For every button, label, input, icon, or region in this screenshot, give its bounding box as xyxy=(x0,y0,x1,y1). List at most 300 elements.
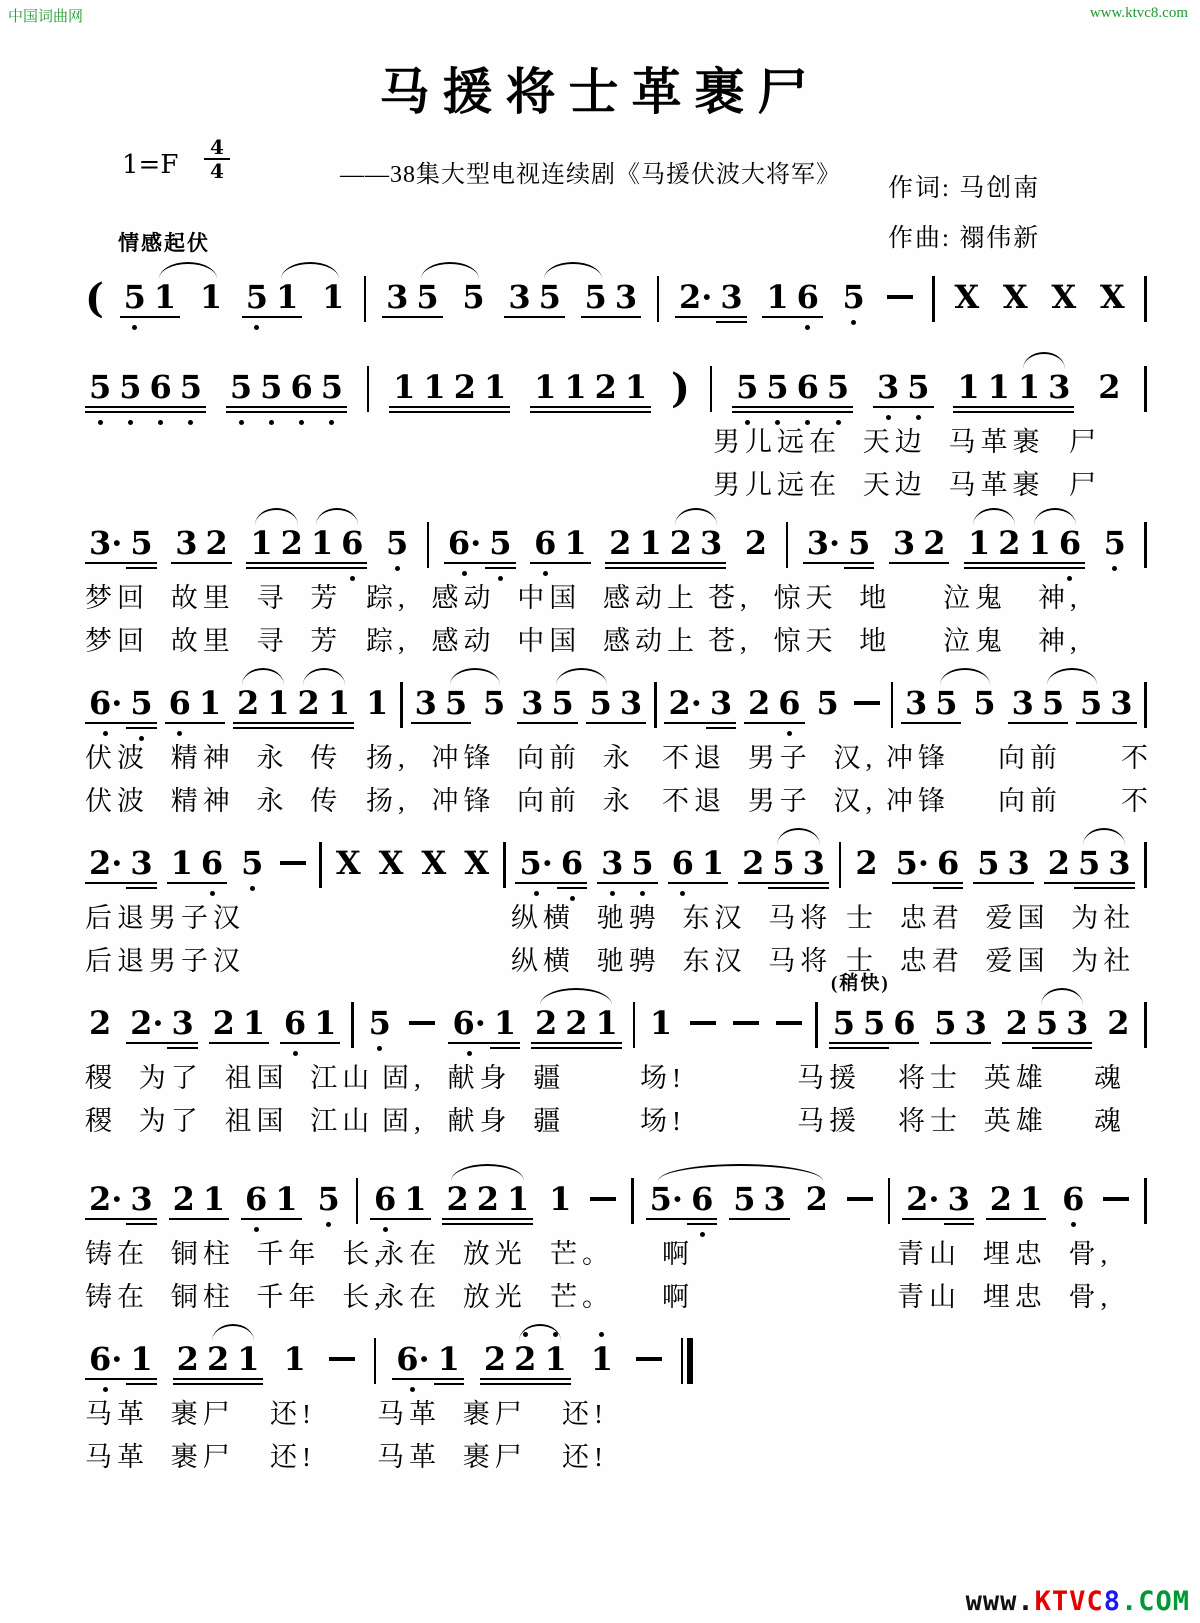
beam-line xyxy=(919,562,949,565)
beam-line xyxy=(389,406,419,409)
beam-line xyxy=(1044,411,1074,414)
duration-dash xyxy=(280,861,306,865)
duration-dash xyxy=(776,1021,802,1025)
note-group xyxy=(587,1340,617,1378)
note: 3· xyxy=(85,524,126,562)
beam-line xyxy=(85,562,126,565)
note: 1 xyxy=(233,1340,263,1378)
barline xyxy=(427,522,430,568)
note: 3 xyxy=(167,1004,197,1042)
lyrics-row xyxy=(85,463,1147,503)
beam-line xyxy=(793,406,823,409)
note-group xyxy=(85,844,157,882)
note: 1 xyxy=(1025,524,1055,562)
note-group xyxy=(318,278,348,316)
beam-line xyxy=(621,411,651,414)
lyric-segment: 梦回 故里 寻 芳 xyxy=(85,583,343,613)
note: 3 xyxy=(382,278,412,316)
note: 1 xyxy=(126,1340,156,1378)
note-group xyxy=(687,1004,719,1025)
note-group xyxy=(710,368,713,412)
lyric-segment: 男儿远在 天边 马革裹 xyxy=(713,470,1045,500)
lyric-segment: 伏波 精神 永 传 xyxy=(85,786,343,816)
beam-line xyxy=(591,1042,621,1045)
beam-line xyxy=(246,562,276,565)
beam-line xyxy=(146,411,176,414)
note: 5 xyxy=(973,844,1003,882)
beam-line xyxy=(226,406,256,409)
note: 1 xyxy=(195,684,225,722)
note: 1 xyxy=(964,524,994,562)
note: 5 xyxy=(930,1004,960,1042)
beam-line xyxy=(173,1378,203,1381)
beam-line xyxy=(1055,567,1085,570)
note: 2 xyxy=(531,1004,561,1042)
beam-line xyxy=(1032,1042,1062,1045)
beam-line xyxy=(1055,562,1085,565)
note: 1 xyxy=(762,278,792,316)
note-group xyxy=(1076,684,1137,722)
beam-line xyxy=(389,411,419,414)
note-group xyxy=(844,1180,876,1201)
barline xyxy=(710,366,713,412)
beam-line xyxy=(1074,887,1104,890)
beam-line xyxy=(561,1047,591,1050)
beam-line xyxy=(241,1218,271,1221)
beam-line xyxy=(581,316,611,319)
beam-line xyxy=(616,722,646,725)
score-line xyxy=(85,1340,1147,1496)
note: 3 xyxy=(616,684,646,722)
beam-line xyxy=(85,406,115,409)
beam-line xyxy=(560,406,590,409)
lyric-segment: 踪, 感动 中国 感动上 xyxy=(366,583,699,613)
beam-line xyxy=(1038,722,1068,725)
beam-line xyxy=(199,1218,229,1221)
note-group xyxy=(382,278,443,316)
note: 3 xyxy=(944,1180,974,1218)
note: 2 xyxy=(202,524,232,562)
note: 5 xyxy=(462,278,485,316)
note-group xyxy=(741,524,771,562)
lyric-segment: 固, 献身 疆 xyxy=(382,1063,566,1093)
note-group xyxy=(480,1340,571,1378)
beam-line xyxy=(873,406,903,409)
beam-line xyxy=(324,727,354,730)
beam-line xyxy=(246,567,276,570)
beam-line xyxy=(1025,562,1055,565)
beam-line xyxy=(964,562,994,565)
beam-line xyxy=(561,1042,591,1045)
octave-dot-low xyxy=(250,886,255,891)
note: 5 xyxy=(768,844,798,882)
beam-line xyxy=(829,1042,859,1045)
note: 6· xyxy=(448,1004,489,1042)
note-group xyxy=(85,275,104,322)
lyric-segment: 泣鬼 xyxy=(943,583,1007,613)
beam-line xyxy=(829,1047,859,1050)
barline xyxy=(1144,276,1147,322)
note-group xyxy=(279,1340,309,1378)
beam-line xyxy=(902,1218,943,1221)
note-group xyxy=(531,1004,622,1042)
beam-line xyxy=(774,722,804,725)
note: 5 xyxy=(816,684,839,722)
beam-line xyxy=(944,1223,974,1226)
beam-line xyxy=(126,1218,156,1221)
note: 3 xyxy=(597,844,627,882)
beam-line xyxy=(531,1042,561,1045)
note: 5 xyxy=(242,278,272,316)
barline xyxy=(364,276,367,322)
note: 5 xyxy=(115,368,145,406)
beam-line xyxy=(597,882,627,885)
note-group xyxy=(1094,368,1124,406)
note: 3 xyxy=(799,844,829,882)
beam-line xyxy=(961,1042,991,1045)
beam-line xyxy=(150,316,180,319)
score-line xyxy=(85,973,1147,1160)
beam-line xyxy=(732,411,762,414)
note: 2 xyxy=(919,524,949,562)
note-group xyxy=(631,1180,634,1224)
duration-dash xyxy=(690,1021,716,1025)
beam-line xyxy=(799,882,829,885)
lyric-segment: 不 xyxy=(1121,786,1153,816)
note: 1 xyxy=(419,368,449,406)
beam-line xyxy=(473,1218,503,1221)
note-group xyxy=(458,278,488,316)
note: 3 xyxy=(611,278,641,316)
note: 1 xyxy=(389,368,419,406)
note-group xyxy=(85,684,157,722)
note: 2 xyxy=(986,1180,1016,1218)
note-group xyxy=(1144,1004,1147,1048)
beam-line xyxy=(85,411,115,414)
beam-line xyxy=(442,1218,472,1221)
note-group xyxy=(209,1004,270,1042)
note: 2· xyxy=(85,1180,126,1218)
score-line xyxy=(85,365,1147,524)
beam-line xyxy=(732,406,762,409)
lyric-segment: 不退 男子 汉, xyxy=(662,786,878,816)
note-group xyxy=(670,365,690,412)
beam-line xyxy=(480,406,510,409)
note-group xyxy=(1144,524,1147,568)
note: 2 xyxy=(591,368,621,406)
beam-line xyxy=(901,722,931,725)
note-group xyxy=(362,684,392,722)
note: 1 xyxy=(591,1004,621,1042)
notes-row xyxy=(85,973,1147,1048)
time-signature xyxy=(204,136,230,182)
beam-line xyxy=(337,567,367,570)
beam-line xyxy=(540,1383,570,1386)
note-group xyxy=(1008,684,1069,722)
lyric-segment: 青山 埋忠 骨, xyxy=(897,1282,1113,1312)
note-group xyxy=(400,684,403,728)
note-group xyxy=(891,684,894,728)
song-title: 马援将士革裹尸 xyxy=(379,64,821,120)
barline xyxy=(1144,1002,1147,1048)
note-group xyxy=(85,1340,157,1378)
beam-line xyxy=(370,1218,400,1221)
beam-line xyxy=(126,887,156,890)
note: 6 xyxy=(933,844,963,882)
note-group xyxy=(313,1180,343,1218)
note: 1 xyxy=(649,1004,673,1042)
beam-line xyxy=(698,882,728,885)
note-group xyxy=(1100,1180,1132,1201)
note-group xyxy=(892,844,964,882)
beam-line xyxy=(931,722,961,725)
beam-line xyxy=(744,722,774,725)
time-signature-bottom: 4 xyxy=(210,159,224,183)
note: 2 xyxy=(209,1004,239,1042)
note: 1 xyxy=(150,278,180,316)
beam-line xyxy=(1003,882,1033,885)
beam-line xyxy=(635,567,665,570)
barline xyxy=(1144,1178,1147,1224)
note: 1 xyxy=(698,844,728,882)
lyric-segment: 尸 xyxy=(1069,427,1101,457)
note-group xyxy=(812,684,842,722)
octave-dot-high xyxy=(599,1332,604,1337)
note: 5 xyxy=(382,524,412,562)
note: 6 xyxy=(241,1180,271,1218)
beam-line xyxy=(984,406,1014,409)
note: 6 xyxy=(165,684,195,722)
note: 5 xyxy=(903,368,933,406)
beam-line xyxy=(120,316,150,319)
note: 1 xyxy=(271,1180,301,1218)
notes-row xyxy=(85,684,1147,728)
note: 5 xyxy=(844,524,874,562)
beam-line xyxy=(324,722,354,725)
note-group xyxy=(460,844,493,882)
note: 5 xyxy=(729,1180,759,1218)
barline xyxy=(367,366,370,412)
note: 1 xyxy=(530,368,560,406)
note: 5 xyxy=(586,684,616,722)
beam-line xyxy=(480,1378,510,1381)
beam-line xyxy=(337,562,367,565)
note-group xyxy=(504,278,565,316)
beam-line xyxy=(419,406,449,409)
note-group xyxy=(729,1180,790,1218)
note-group xyxy=(930,1004,991,1042)
lyric-segment: 将士 英雄 xyxy=(898,1106,1048,1136)
note-group xyxy=(999,278,1032,316)
note-group xyxy=(427,524,430,568)
notes-row xyxy=(85,275,1147,322)
note: 2 xyxy=(1002,1004,1032,1042)
note: 1 xyxy=(246,524,276,562)
note: 3 xyxy=(411,684,441,722)
duration-dash xyxy=(409,1021,435,1025)
note-group xyxy=(503,844,506,888)
beam-line xyxy=(530,562,560,565)
beam-line xyxy=(540,1378,570,1381)
note-group xyxy=(633,1340,665,1361)
slur-arc xyxy=(544,262,602,279)
expression-marking: 情感起伏 xyxy=(118,231,210,255)
beam-line xyxy=(307,562,337,565)
barline xyxy=(633,1002,636,1048)
barline xyxy=(932,276,935,322)
barline xyxy=(891,682,894,728)
slur-arc xyxy=(281,262,339,279)
lyric-segment: 还! xyxy=(562,1442,608,1472)
note: 5 xyxy=(85,368,115,406)
beam-line xyxy=(530,406,560,409)
lyrics-row xyxy=(85,1275,1147,1315)
note: 6 xyxy=(668,844,698,882)
beam-line xyxy=(889,1042,919,1045)
note-group xyxy=(165,684,226,722)
beam-line xyxy=(510,1383,540,1386)
beam-line xyxy=(286,406,316,409)
beam-line xyxy=(400,1218,430,1221)
note: 1 xyxy=(272,278,302,316)
beam-line xyxy=(263,722,293,725)
note: 6 xyxy=(557,844,587,882)
barline xyxy=(1144,682,1147,728)
note: 5 xyxy=(581,278,611,316)
note-group xyxy=(889,524,950,562)
note: 3 xyxy=(961,1004,991,1042)
duration-dash xyxy=(854,701,880,705)
note-group xyxy=(406,1004,438,1025)
note: 3 xyxy=(517,684,547,722)
note: 1 xyxy=(953,368,983,406)
footer-watermark xyxy=(966,1586,1190,1617)
note-group xyxy=(442,1180,533,1218)
note-group xyxy=(873,368,934,406)
lyrics-row xyxy=(85,576,1147,616)
note: 6 xyxy=(1055,524,1085,562)
note-group xyxy=(365,1004,395,1042)
note-group xyxy=(1096,278,1129,316)
note-group xyxy=(196,278,226,316)
barline xyxy=(786,522,789,568)
note: 3 xyxy=(126,844,156,882)
note: 2 xyxy=(203,1340,233,1378)
beam-line xyxy=(994,567,1024,570)
note-group xyxy=(1047,278,1080,316)
note: 2 xyxy=(510,1340,540,1378)
note: 2· xyxy=(85,844,126,882)
note: X xyxy=(421,844,447,882)
note: 1 xyxy=(560,368,590,406)
note: 6· xyxy=(85,684,126,722)
intro-paren: ( xyxy=(85,275,104,322)
note: X xyxy=(1051,278,1077,316)
note: 3 xyxy=(696,524,726,562)
note: 1 xyxy=(322,278,345,316)
note: 6 xyxy=(530,524,560,562)
beam-line xyxy=(768,887,798,890)
octave-dot-low xyxy=(326,1222,331,1227)
lyric-segment: 向前 永 xyxy=(517,786,635,816)
note: 6· xyxy=(392,1340,433,1378)
beam-line xyxy=(277,562,307,565)
note: 6 xyxy=(286,368,316,406)
note-group xyxy=(969,684,999,722)
note: 1 xyxy=(199,278,223,316)
beam-line xyxy=(480,411,510,414)
beam-line xyxy=(844,562,874,565)
notes-row xyxy=(85,1340,1147,1384)
beam-line xyxy=(169,1218,199,1221)
octave-dot-low xyxy=(805,325,810,330)
note-group xyxy=(411,684,472,722)
note-group xyxy=(738,844,829,882)
note-group xyxy=(888,1180,891,1224)
beam-line xyxy=(696,562,726,565)
note: 5 xyxy=(931,684,961,722)
note-group xyxy=(1100,524,1130,562)
beam-line xyxy=(434,1378,464,1381)
footer-eight: 8 xyxy=(1103,1586,1121,1617)
beam-line xyxy=(944,1218,974,1221)
beam-line xyxy=(729,1218,759,1221)
barline xyxy=(503,842,506,888)
note: 6 xyxy=(774,684,804,722)
octave-dot-low xyxy=(254,325,259,330)
note-group xyxy=(389,368,510,406)
note: 5 xyxy=(732,368,762,406)
barline xyxy=(888,1178,891,1224)
slur-arc xyxy=(159,262,217,279)
note-group xyxy=(375,844,408,882)
duration-dash xyxy=(733,1021,759,1025)
beam-line xyxy=(530,411,560,414)
beam-line xyxy=(317,406,347,409)
note-group xyxy=(448,1004,520,1042)
beam-line xyxy=(490,1042,520,1045)
lyric-segment: 尸 xyxy=(1069,470,1101,500)
footer-com: .COM xyxy=(1120,1586,1190,1617)
note-group xyxy=(374,1340,377,1384)
lyric-segment: 后退男子汉 xyxy=(85,903,245,933)
beam-line xyxy=(531,1047,561,1050)
notes-row xyxy=(85,1180,1147,1224)
beam-line xyxy=(706,722,736,725)
note: 2 xyxy=(233,684,263,722)
lyric-segment: 纵横 驰骋 东汉 马将 xyxy=(511,903,833,933)
beam-line xyxy=(176,406,206,409)
beam-line xyxy=(85,1378,126,1381)
lyric-segment: 啊 xyxy=(662,1282,694,1312)
lyrics-row xyxy=(85,896,1147,936)
note: X xyxy=(335,844,361,882)
note: 6 xyxy=(793,278,823,316)
beam-line xyxy=(485,567,515,570)
note: 5 xyxy=(483,684,506,722)
beam-line xyxy=(1062,1042,1092,1045)
note-group xyxy=(762,278,823,316)
lyric-segment: 冲锋 xyxy=(886,786,950,816)
note-group xyxy=(884,278,916,299)
lyric-segment: 芒。 xyxy=(550,1239,614,1269)
lyric-segment: 士 忠君 爱国 为社 xyxy=(846,946,1136,976)
octave-dot-low xyxy=(1071,1222,1076,1227)
slur-arc xyxy=(451,1164,524,1181)
beam-line xyxy=(226,411,256,414)
note: 3 xyxy=(760,1180,790,1218)
beam-line xyxy=(203,1383,233,1386)
